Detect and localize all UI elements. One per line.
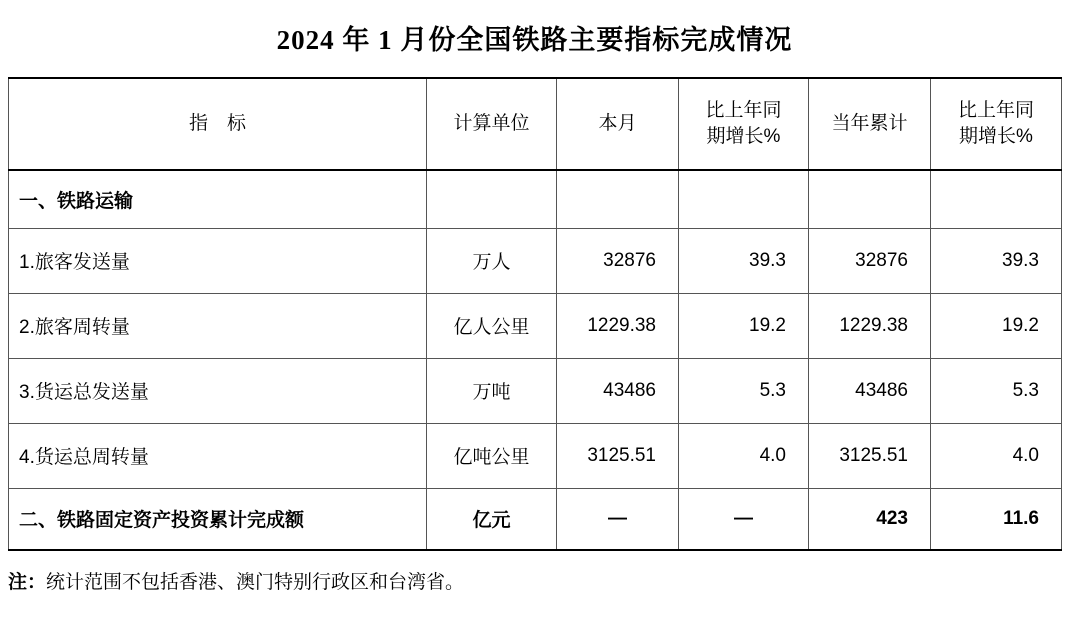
footnote-label: 注： <box>8 572 47 593</box>
row-ytd: 3125.51 <box>809 423 931 488</box>
row-ytd-growth: 5.3 <box>931 358 1062 423</box>
row-label: 3.货运总发送量 <box>9 358 427 423</box>
row-month-growth <box>679 170 809 228</box>
row-ytd-growth: 39.3 <box>931 228 1062 293</box>
row-ytd-growth: 11.6 <box>931 488 1062 550</box>
row-ytd-growth: 19.2 <box>931 293 1062 358</box>
row-month: 32876 <box>557 228 679 293</box>
footnote-text: 统计范围不包括香港、澳门特别行政区和台湾省。 <box>46 572 465 593</box>
row-month <box>557 170 679 228</box>
row-unit: 万人 <box>427 228 557 293</box>
row-ytd: 423 <box>809 488 931 550</box>
row-month: — <box>557 488 679 550</box>
table-row <box>9 170 1062 228</box>
header-unit: 计算单位 <box>427 78 557 170</box>
table-row <box>9 488 1062 550</box>
table-row <box>9 358 1062 423</box>
header-ytd-growth <box>931 78 1062 170</box>
row-label: 一、铁路运输 <box>9 170 427 228</box>
row-unit: 万吨 <box>427 358 557 423</box>
row-ytd <box>809 170 931 228</box>
row-unit: 亿元 <box>427 488 557 550</box>
railway-indicators-table <box>8 77 1062 551</box>
table-footnote <box>8 567 1061 594</box>
header-ytd: 当年累计 <box>809 78 931 170</box>
table-header-row <box>9 78 1062 170</box>
header-ytd-growth-line1: 比上年同 <box>957 100 1034 122</box>
header-month-growth <box>679 78 809 170</box>
row-month: 3125.51 <box>557 423 679 488</box>
row-unit: 亿吨公里 <box>427 423 557 488</box>
table-row <box>9 293 1062 358</box>
header-month: 本月 <box>557 78 679 170</box>
row-month-growth: — <box>679 488 809 550</box>
row-month: 43486 <box>557 358 679 423</box>
row-label: 二、铁路固定资产投资累计完成额 <box>9 488 427 550</box>
header-month-growth-line2: 期增长% <box>706 126 781 147</box>
row-unit <box>427 170 557 228</box>
row-month-growth: 19.2 <box>679 293 809 358</box>
row-unit: 亿人公里 <box>427 293 557 358</box>
row-ytd-growth: 4.0 <box>931 423 1062 488</box>
header-indicator: 指 标 <box>9 78 427 170</box>
row-label: 1.旅客发送量 <box>9 228 427 293</box>
page-title: 2024 年 1 月份全国铁路主要指标完成情况 <box>276 25 793 55</box>
row-ytd: 1229.38 <box>809 293 931 358</box>
header-month-growth-line1: 比上年同 <box>705 100 782 122</box>
header-ytd-growth-line2: 期增长% <box>959 126 1033 147</box>
row-label: 4.货运总周转量 <box>9 423 427 488</box>
row-month-growth: 5.3 <box>679 358 809 423</box>
row-ytd: 43486 <box>809 358 931 423</box>
row-ytd-growth <box>931 170 1062 228</box>
row-month: 1229.38 <box>557 293 679 358</box>
row-month-growth: 4.0 <box>679 423 809 488</box>
row-month-growth: 39.3 <box>679 228 809 293</box>
table-row <box>9 228 1062 293</box>
row-label: 2.旅客周转量 <box>9 293 427 358</box>
table-row <box>9 423 1062 488</box>
row-ytd: 32876 <box>809 228 931 293</box>
